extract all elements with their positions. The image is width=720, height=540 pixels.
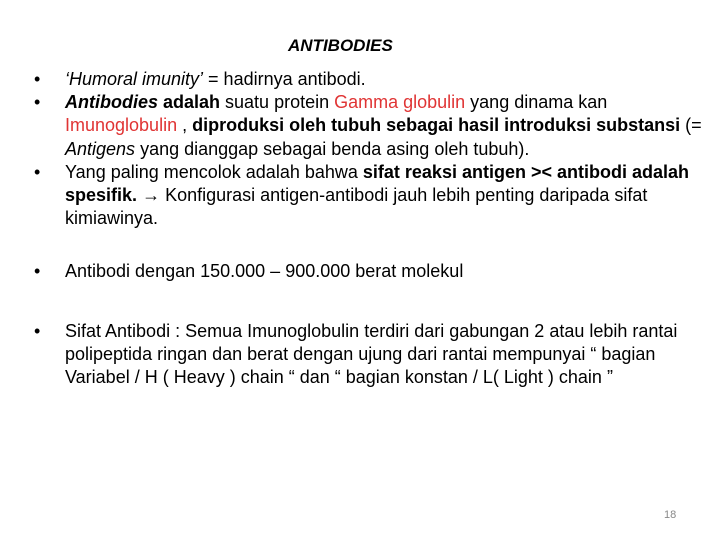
bullet-spesifik (34, 161, 706, 231)
bullet-sifat-antibodi (34, 320, 706, 390)
adalah-text: adalah (158, 92, 221, 113)
gamma-globulin-term: Gamma globulin (334, 92, 466, 113)
comma-text: , (177, 115, 193, 136)
bullet-marker: • (34, 92, 41, 113)
bullet-marker: • (34, 161, 41, 182)
right-arrow-icon: → (142, 185, 161, 206)
diproduksi-text: diproduksi oleh tubuh sebagai hasil introduksi substansi (192, 115, 681, 136)
antigens-term: Antigens (65, 138, 136, 159)
berat-molekul-text: Antibodi dengan 150.000 – 900.000 berat molekul (65, 261, 464, 282)
bullet-marker: • (34, 261, 41, 282)
bullet-marker: • (34, 69, 41, 89)
page-number: 18 (664, 509, 677, 521)
mencolok-text: Yang paling mencolok adalah bahwa (65, 161, 363, 182)
protein-text: suatu protein (220, 92, 335, 113)
bullet-berat-molekul (34, 260, 706, 283)
imunoglobulin-term: Imunoglobulin (65, 115, 178, 136)
bullet-antibodies-definition (34, 91, 706, 161)
paren-open-text: (= (680, 115, 702, 136)
spesifik-text: sifat reaksi antigen >< antibodi adalah spesifik. (65, 161, 689, 206)
konfigurasi-text: Konfigurasi antigen-antibodi jauh lebih penting daripada sifat kimiawinya. (65, 185, 648, 229)
antibodies-term: Antibodies (65, 92, 158, 113)
dinamakan-text: yang dinama kan (465, 92, 608, 113)
humoral-imunity-term: ‘Humoral imunity’ (65, 69, 204, 89)
bullet-humoral-imunity (34, 68, 706, 91)
benda-asing-text: yang dianggap sebagai benda asing oleh tubuh). (135, 138, 530, 159)
bullet-marker: • (34, 320, 41, 341)
sifat-antibodi-text: Sifat Antibodi : Semua Imunoglobulin terdiri dari gabungan 2 atau lebih rantai polipeptida ringan dan berat dengan ujung dari rantai mempunyai “ bagian Variabel / H ( Heavy ) chain “ dan “ bagian konstan / L( Light ) chain ” (65, 320, 678, 388)
slide-title: ANTIBODIES (288, 36, 393, 55)
bullet-list (34, 68, 706, 389)
humoral-imunity-definition: = hadirnya antibodi. (203, 69, 366, 89)
